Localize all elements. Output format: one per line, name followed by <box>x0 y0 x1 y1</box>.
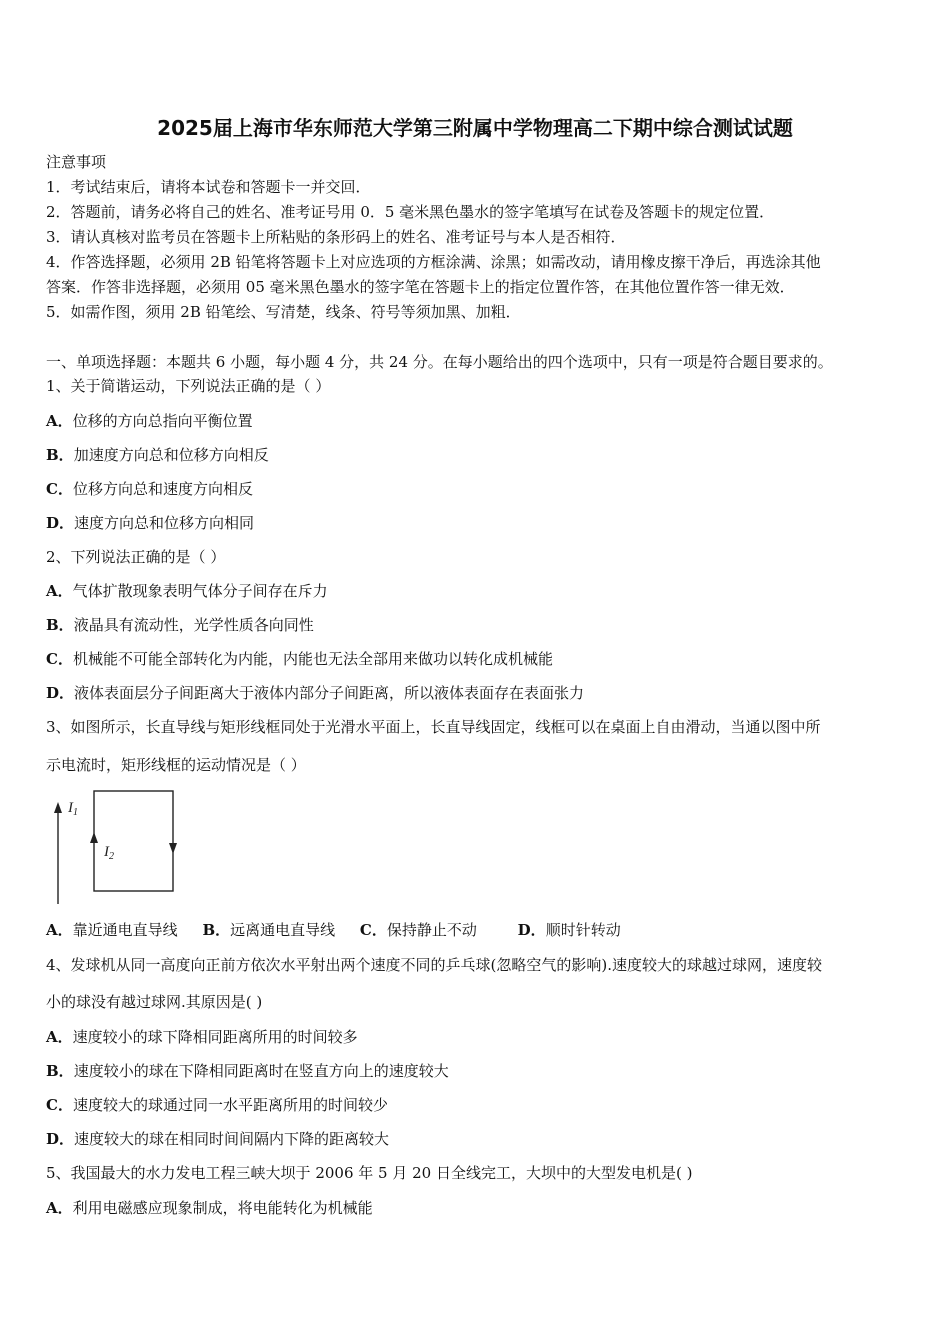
loop-arrow-up-icon <box>90 832 98 843</box>
option-label: A． <box>46 1199 73 1217</box>
option-text: 气体扩散现象表明气体分子间存在斥力 <box>72 582 328 600</box>
option-text: 机械能不可能全部转化为内能，内能也无法全部用来做功以转化成机械能 <box>72 650 553 668</box>
notice-item: 5．如需作图，须用 2B 铅笔绘、写清楚，线条、符号等须加黑、加粗． <box>46 303 521 321</box>
option-label: A． <box>46 412 73 430</box>
current-i1-label: $I_1$ <box>68 800 78 818</box>
option-label: C． <box>359 921 387 939</box>
option-text: 速度较小的球在下降相同距离时在竖直方向上的速度较大 <box>73 1062 449 1080</box>
question-stem: 5、我国最大的水力发电工程三峡大坝于 2006 年 5 月 20 日全线完工，大坝中的大型发电机是( ) <box>46 1164 693 1182</box>
option-text: 加速度方向总和位移方向相反 <box>73 446 269 464</box>
question-stem-continued: 示电流时，矩形线框的运动情况是（ ） <box>46 756 306 774</box>
option-c <box>360 921 477 939</box>
option-text: 液晶具有流动性，光学性质各向同性 <box>73 616 314 634</box>
option-c <box>46 479 253 499</box>
notice-item: 2．答题前，请务必将自己的姓名、准考证号用 0．5 毫米黑色墨水的签字笔填写在试卷及答题卡的规定位置． <box>46 203 775 221</box>
current-arrow-up-icon <box>54 802 62 813</box>
notice-item: 1．考试结束后，请将本试卷和答题卡一并交回． <box>46 178 371 196</box>
option-a <box>46 1198 373 1218</box>
option-text: 保持静止不动 <box>386 921 477 939</box>
option-a <box>46 581 328 601</box>
loop-arrow-down-icon <box>169 843 177 854</box>
notice-heading: 注意事项 <box>46 153 107 171</box>
notice-item: 4．作答选择题，必须用 2B 铅笔将答题卡上对应选项的方框涂满、涂黑；如需改动，请用橡皮擦干净后，再选涂其他 <box>46 253 821 271</box>
option-text: 速度较大的球在相同时间间隔内下降的距离较大 <box>74 1130 390 1148</box>
option-label: C． <box>46 480 73 498</box>
option-label: B． <box>46 1062 74 1080</box>
option-a <box>46 1027 358 1047</box>
option-label: D． <box>46 684 75 702</box>
current-i2-label: $I_2$ <box>104 844 114 862</box>
option-text: 利用电磁感应现象制成，将电能转化为机械能 <box>72 1199 373 1217</box>
option-text: 液体表面层分子间距离大于液体内部分子间距离，所以液体表面存在表面张力 <box>74 684 585 702</box>
option-c <box>46 649 553 669</box>
option-label: B． <box>46 446 74 464</box>
option-label: C． <box>46 650 73 668</box>
option-text: 速度较小的球下降相同距离所用的时间较多 <box>72 1028 358 1046</box>
rect-loop <box>94 791 173 891</box>
option-label: C． <box>46 1096 73 1114</box>
option-a <box>46 411 253 431</box>
notice-item: 3．请认真核对监考员在答题卡上所粘贴的条形码上的姓名、准考证号与本人是否相符． <box>46 228 626 246</box>
page-title: 2025届上海市华东师范大学第三附属中学物理高二下期中综合测试试题 <box>157 116 793 140</box>
option-text: 速度较大的球通过同一水平距离所用的时间较少 <box>72 1096 388 1114</box>
option-label: A． <box>46 1028 73 1046</box>
option-d <box>46 1129 389 1149</box>
question-stem: 4、发球机从同一高度向正前方依次水平射出两个速度不同的乒乓球(忽略空气的影响).速度较大的球越过球网，速度较 <box>46 956 823 974</box>
question-stem: 3、如图所示，长直导线与矩形线框同处于光滑水平面上，长直导线固定，线框可以在桌面上自由滑动，当通以图中所 <box>46 718 821 736</box>
option-b <box>46 445 269 465</box>
question-stem: 1、关于简谐运动，下列说法正确的是（ ） <box>46 377 331 395</box>
section-heading: 一、单项选择题：本题共 6 小题，每小题 4 分，共 24 分。在每小题给出的四个选项中，只有一项是符合题目要求的。 <box>46 353 833 371</box>
wire-loop-figure <box>46 786 196 908</box>
option-text: 远离通电直导线 <box>230 921 336 939</box>
option-b <box>46 615 314 635</box>
option-row <box>46 920 641 940</box>
option-label: A． <box>46 921 73 939</box>
option-text: 顺时针转动 <box>545 921 621 939</box>
question-stem: 2、下列说法正确的是（ ） <box>46 548 226 566</box>
option-b <box>202 921 335 939</box>
option-label: D． <box>46 1130 75 1148</box>
option-d <box>46 513 254 533</box>
question-stem-continued: 小的球没有越过球网.其原因是( ) <box>46 993 263 1011</box>
notice-item: 答案．作答非选择题，必须用 05 毫米黑色墨水的签字笔在答题卡上的指定位置作答，在其他位置作答一律无效． <box>46 278 795 296</box>
option-b <box>46 1061 449 1081</box>
option-d <box>518 921 621 939</box>
option-text: 速度方向总和位移方向相同 <box>74 514 255 532</box>
option-text: 位移的方向总指向平衡位置 <box>72 412 253 430</box>
option-a <box>46 921 178 939</box>
option-label: A． <box>46 582 73 600</box>
option-d <box>46 683 584 703</box>
option-label: D． <box>46 514 75 532</box>
option-label: B． <box>46 616 74 634</box>
option-label: D． <box>517 921 546 939</box>
option-text: 靠近通电直导线 <box>72 921 178 939</box>
option-label: B． <box>202 921 231 939</box>
option-c <box>46 1095 388 1115</box>
option-text: 位移方向总和速度方向相反 <box>72 480 253 498</box>
